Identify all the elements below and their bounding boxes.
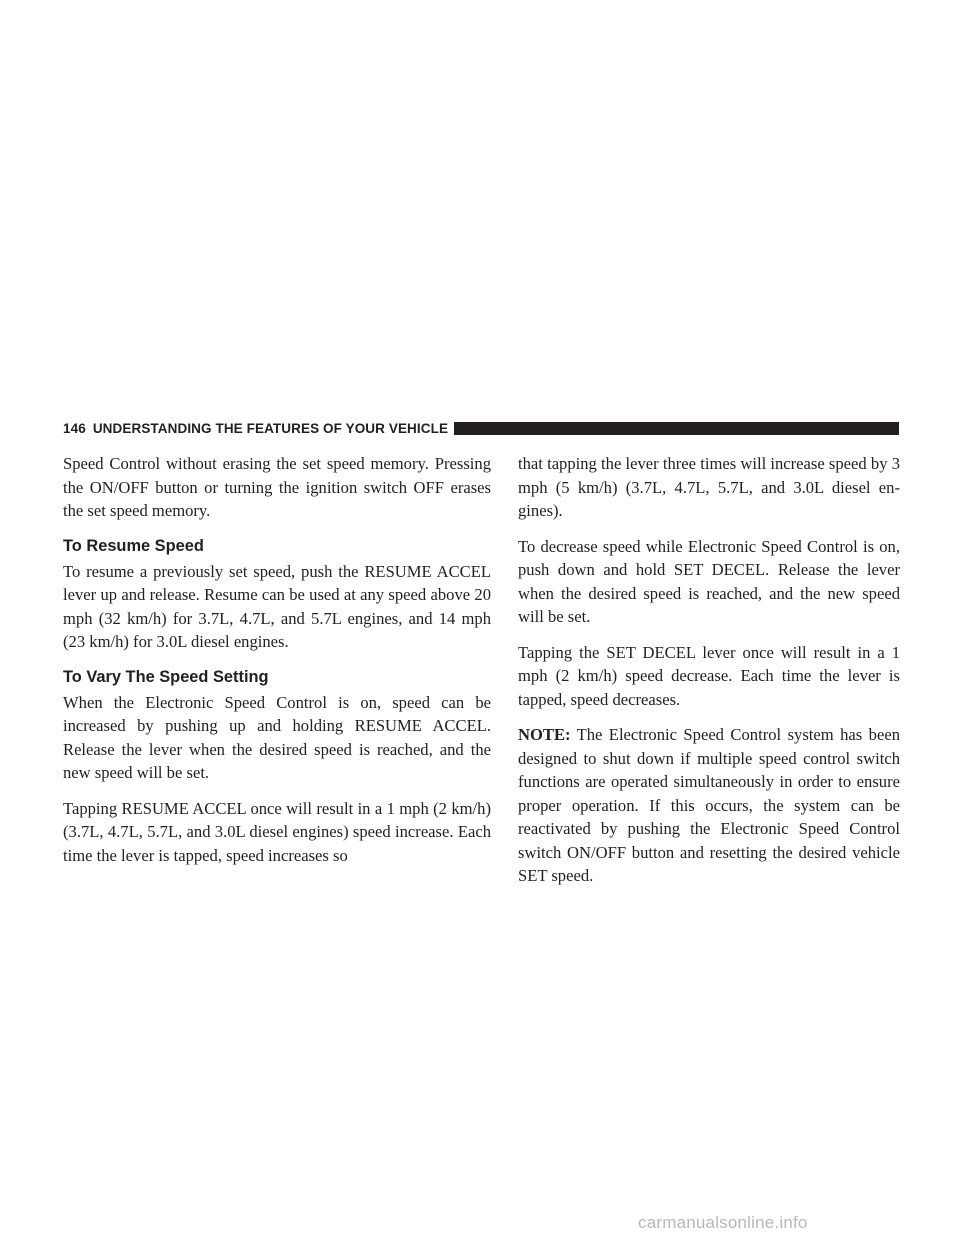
resume-speed-paragraph: To resume a previously set speed, push the RESUME ACCEL lever up and release. Resume can be used at any speed above 20 mph (32 km/h) for 3.7L, 4.7L, and 5.7L engines, and 14 mph (23 km/h) for 3.0L diesel engines. (63, 561, 491, 651)
note-paragraph (518, 723, 900, 888)
section-heading-vary-speed: To Vary The Speed Setting (63, 667, 269, 686)
intro-paragraph: Speed Control without erasing the set speed memory. Pressing the ON/OFF button or turning the ignition switch OFF erases the set speed memory. (63, 454, 491, 520)
watermark-link[interactable]: carmanualsonline.info (638, 1213, 808, 1232)
vary-speed-paragraph-2: Tapping RESUME ACCEL once will result in a 1 mph (2 km/h) (3.7L, 4.7L, 5.7L, and 3.0L diesel engines) speed increase. Each time the lever is tapped, speed increases so (63, 798, 491, 865)
note-text: The Electronic Speed Control system has been designed to shut down if multiple speed control switch functions are operated simultaneously in order to ensure proper operation. If this occurs, the system can be reactivated by pushing the Electronic Speed Control switch ON/OFF button and resetting the desired vehicle SET speed. (518, 725, 900, 885)
vary-speed-paragraph-1: When the Electronic Speed Control is on, speed can be increased by pushing up and holding RESUME ACCEL. Release the lever when the desired speed is reached, and the new speed will be set. (63, 692, 491, 782)
page-number: 146 (63, 420, 86, 436)
page-header (63, 418, 899, 438)
left-column (63, 452, 491, 879)
header-title: UNDERSTANDING THE FEATURES OF YOUR VEHICLE (92, 420, 449, 436)
section-heading-resume-speed: To Resume Speed (63, 536, 204, 555)
set-decel-paragraph: Tapping the SET DECEL lever once will result in a 1 mph (2 km/h) speed decrease. Each time the lever is tapped, speed decreases. (518, 642, 900, 709)
tapping-continued-paragraph: that tapping the lever three times will increase speed by 3 mph (5 km/h) (3.7L, 4.7L, 5.7L, and 3.0L diesel en- gines). (518, 454, 900, 520)
note-label: NOTE: (518, 725, 571, 744)
header-rule (454, 422, 899, 435)
right-column (518, 452, 900, 900)
decrease-speed-paragraph: To decrease speed while Electronic Speed Control is on, push down and hold SET DECEL. Release the lever when the desired speed is reached, and the new speed will be set. (518, 536, 900, 626)
